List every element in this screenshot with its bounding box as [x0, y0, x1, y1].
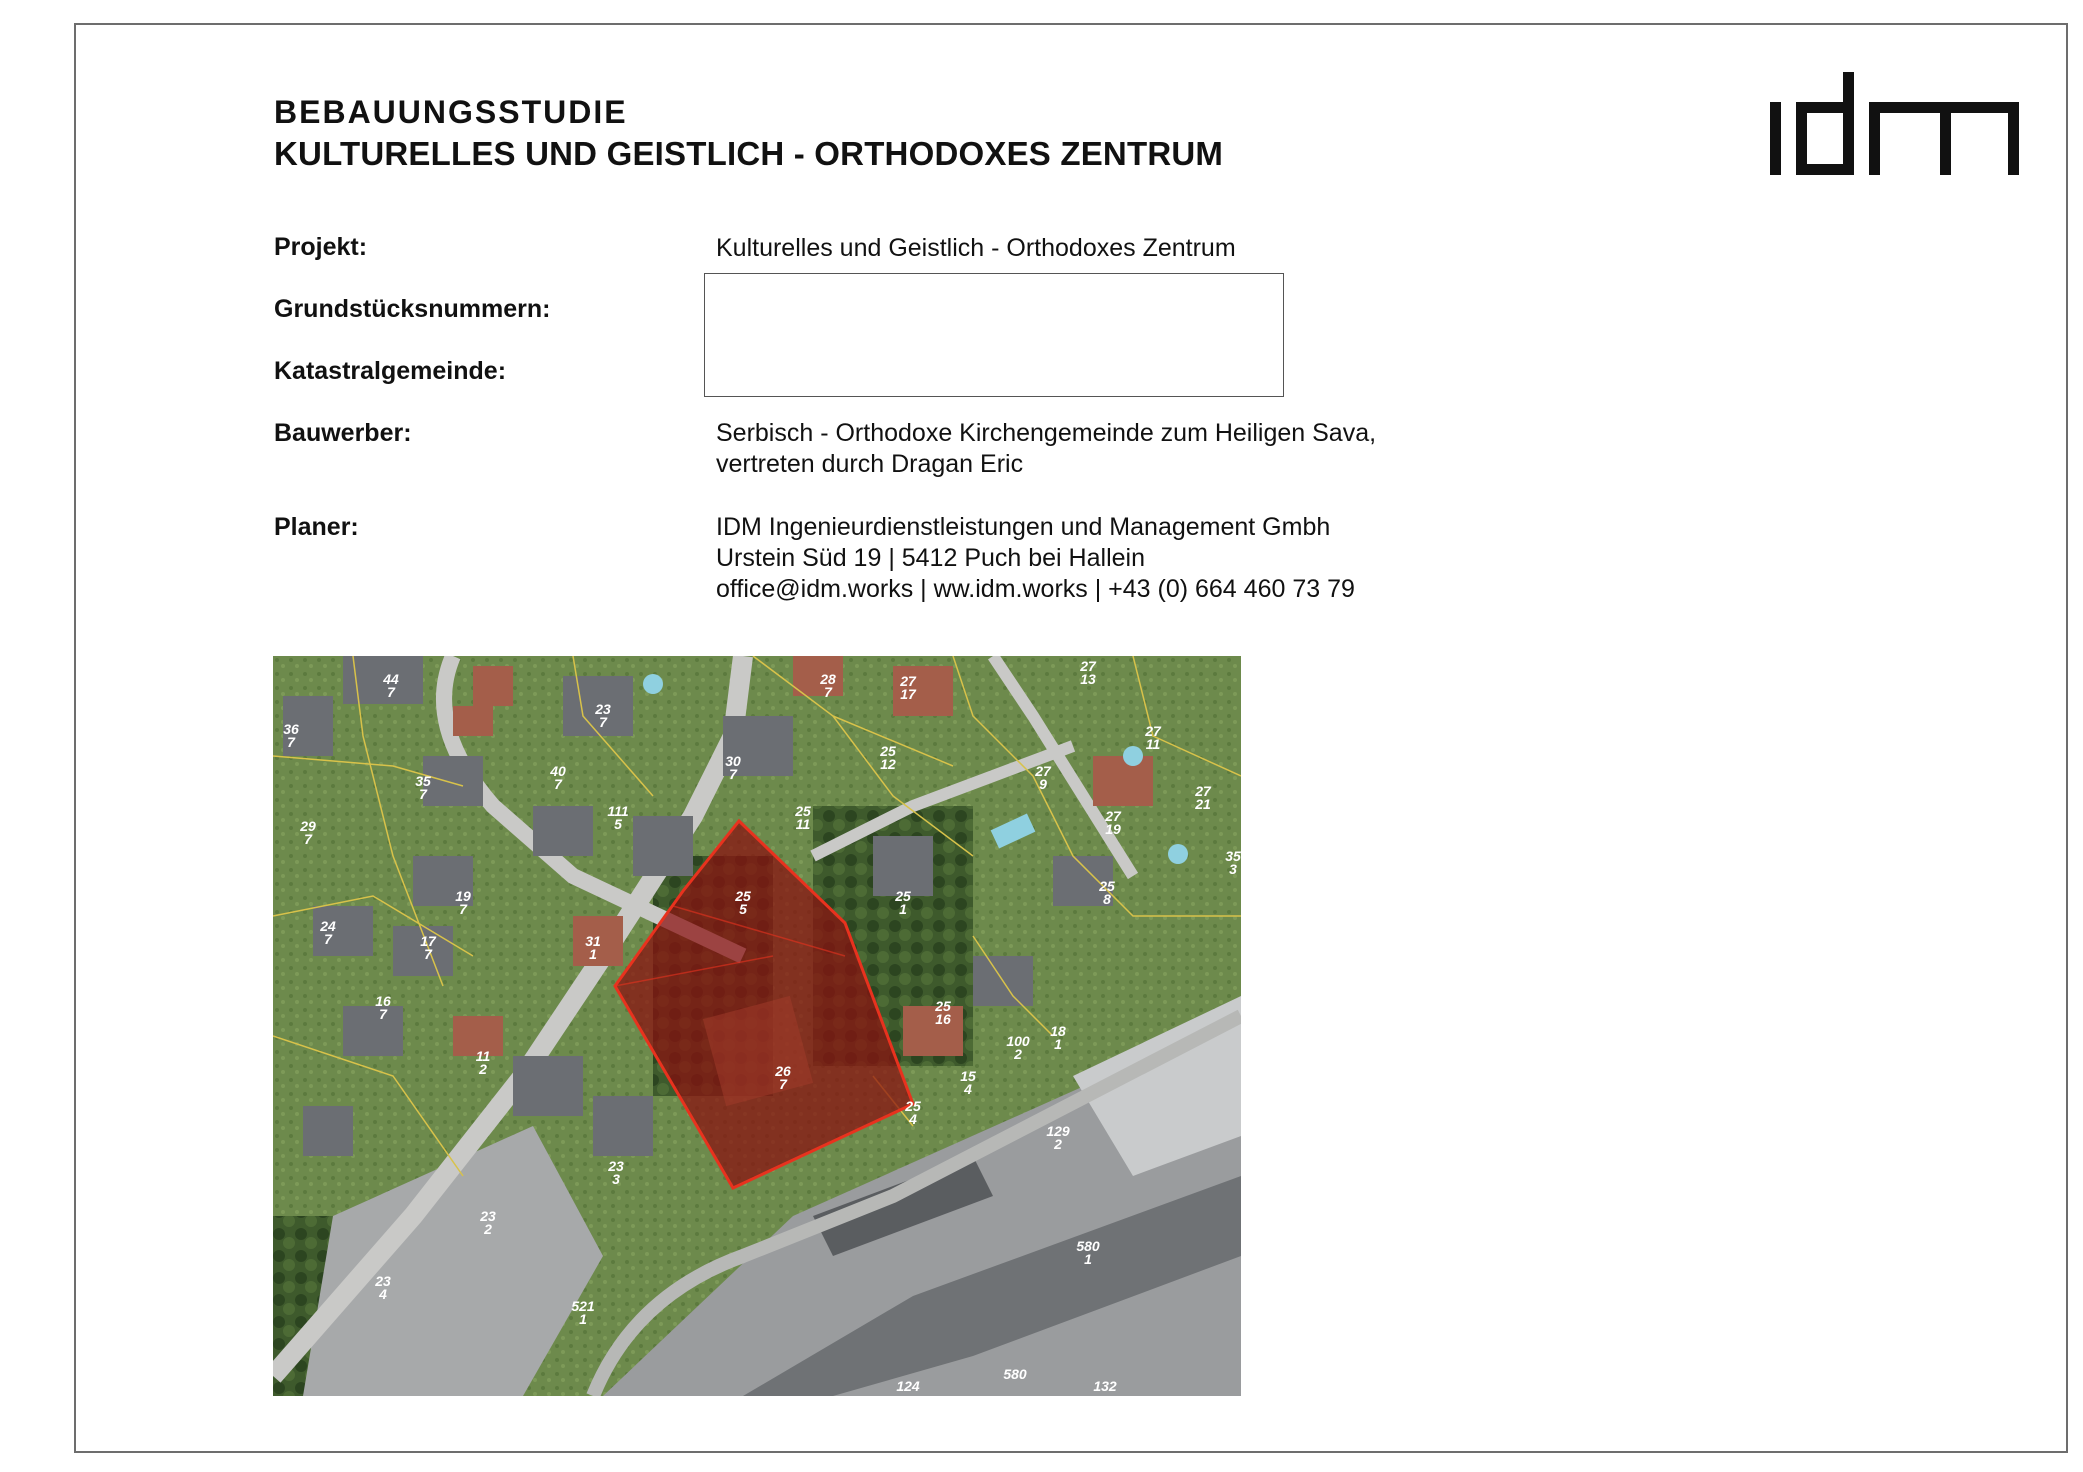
- parcel-number-label: 31 1: [585, 933, 601, 962]
- aerial-site-map: [273, 656, 1241, 1396]
- parcel-number-label: 27 13: [1080, 658, 1096, 687]
- parcel-number-label: 580: [1003, 1366, 1027, 1382]
- parcel-number-label: 36 7: [283, 721, 299, 750]
- grundstuecksnummern-label: Grundstücksnummern:: [274, 295, 551, 323]
- parcel-number-label: 28 7: [820, 671, 836, 700]
- parcel-number-label: 17 7: [420, 933, 436, 962]
- parcel-number-label: 44 7: [383, 671, 399, 700]
- bauwerber-value: [716, 418, 1376, 480]
- katastralgemeinde-label: Katastralgemeinde:: [274, 357, 507, 385]
- parcel-number-label: 129 2: [1046, 1123, 1070, 1152]
- parcel-number-label: 27 21: [1195, 783, 1211, 812]
- parcel-number-label: 25 12: [880, 743, 896, 772]
- parcel-number-label: 27 9: [1035, 763, 1051, 792]
- planer-line: IDM Ingenieurdienstleistungen und Management Gmbh: [716, 513, 1331, 541]
- parcel-number-label: 30 7: [725, 753, 741, 782]
- planer-line: office@idm.works | ww.idm.works | +43 (0) 664 460 73 79: [716, 575, 1355, 603]
- planer-value: [716, 512, 1355, 605]
- parcel-number-label: 18 1: [1050, 1023, 1066, 1052]
- idm-logo: [1770, 72, 2020, 176]
- parcel-number-label: 25 4: [905, 1098, 921, 1127]
- parcel-number-label: 100 2: [1006, 1033, 1030, 1062]
- bauwerber-line: vertreten durch Dragan Eric: [716, 450, 1024, 478]
- parcel-number-label: 19 7: [455, 888, 471, 917]
- parcel-number-label: 25 5: [735, 888, 751, 917]
- parcel-number-label: 11 2: [475, 1048, 491, 1077]
- parcel-number-label: 29 7: [300, 818, 316, 847]
- parcel-number-label: 25 1: [895, 888, 911, 917]
- parcel-number-label: 23 3: [608, 1158, 624, 1187]
- idm-logo-mark: [1770, 72, 2020, 176]
- bauwerber-label: Bauwerber:: [274, 419, 412, 447]
- parcel-number-label: 132: [1093, 1378, 1117, 1394]
- parcel-number-label: 25 16: [935, 998, 951, 1027]
- parcel-number-label: 111 5: [607, 803, 629, 832]
- parcel-number-label: 23 7: [595, 701, 611, 730]
- planer-label: Planer:: [274, 513, 359, 541]
- projekt-value: Kulturelles und Geistlich - Orthodoxes Zentrum: [716, 234, 1236, 262]
- parcel-number-label: 26 7: [775, 1063, 791, 1092]
- parcel-number-label: 15 4: [960, 1068, 976, 1097]
- parcel-number-label: 35 7: [415, 773, 431, 802]
- parcel-number-label: 25 8: [1099, 878, 1115, 907]
- document-title: BEBAUUNGSSTUDIE: [274, 94, 628, 130]
- parcel-number-label: 23 2: [480, 1208, 496, 1237]
- parcel-number-label: 35 3: [1225, 848, 1241, 877]
- parcel-number-label: 521 1: [571, 1298, 595, 1327]
- parcel-number-label: 27 19: [1105, 808, 1121, 837]
- parcel-number-label: 27 17: [900, 673, 916, 702]
- parcel-number-label: 25 11: [795, 803, 811, 832]
- document-subtitle: KULTURELLES UND GEISTLICH - ORTHODOXES ZENTRUM: [274, 135, 1224, 172]
- aerial-map-image: [273, 656, 1241, 1396]
- parcel-number-label: 124: [896, 1378, 920, 1394]
- planer-line: Urstein Süd 19 | 5412 Puch bei Hallein: [716, 544, 1145, 572]
- parcel-number-label: 23 4: [375, 1273, 391, 1302]
- parcel-number-label: 27 11: [1145, 723, 1161, 752]
- parcel-number-label: 24 7: [320, 918, 336, 947]
- projekt-label: Projekt:: [274, 233, 368, 261]
- bauwerber-line: Serbisch - Orthodoxe Kirchengemeinde zum Heiligen Sava,: [716, 419, 1377, 447]
- parcel-number-label: 40 7: [550, 763, 566, 792]
- parcel-info-box: [704, 273, 1284, 397]
- parcel-number-label: 16 7: [375, 993, 391, 1022]
- parcel-number-label: 580 1: [1076, 1238, 1100, 1267]
